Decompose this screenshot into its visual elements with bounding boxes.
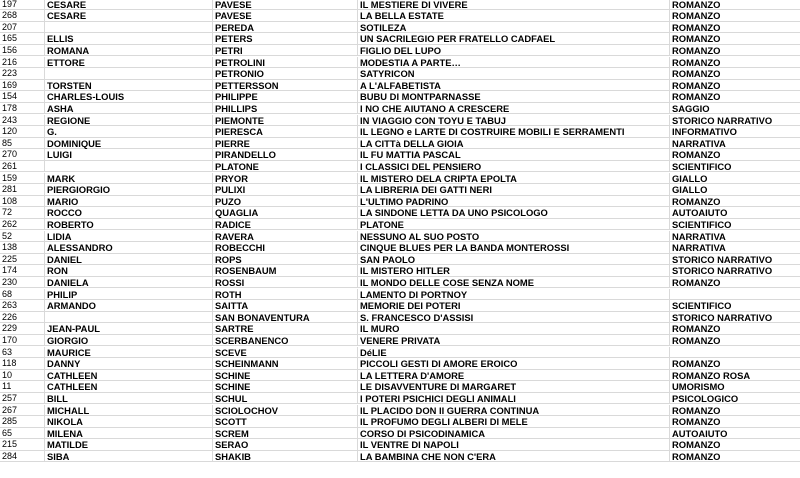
cell-last-name[interactable]: PUZO xyxy=(213,196,358,208)
table-row[interactable] xyxy=(0,312,800,324)
cell-genre[interactable]: ROMANZO xyxy=(672,91,721,103)
cell-genre[interactable]: ROMANZO xyxy=(672,195,721,207)
cell-title[interactable]: S. FRANCESCO D'ASSISI xyxy=(358,312,670,324)
cell-id[interactable]: 230 xyxy=(0,277,45,289)
cell-first-name[interactable]: ETTORE xyxy=(45,57,213,69)
cell-last-name[interactable]: SCHUL xyxy=(213,393,358,405)
table-row[interactable] xyxy=(0,207,800,219)
cell-id[interactable]: 169 xyxy=(0,80,45,92)
cell-id[interactable]: 72 xyxy=(0,207,45,219)
table-row[interactable] xyxy=(0,126,800,138)
cell-genre[interactable] xyxy=(670,289,800,301)
cell-id[interactable]: 174 xyxy=(0,265,45,277)
cell-genre[interactable]: ROMANZO xyxy=(672,68,721,80)
cell-id[interactable]: 138 xyxy=(0,242,45,254)
cell-first-name[interactable]: ROCCO xyxy=(45,207,213,219)
cell-last-name[interactable]: SCERBANENCO xyxy=(213,335,358,347)
cell-genre[interactable]: ROMANZO xyxy=(672,0,721,10)
cell-title[interactable]: CORSO DI PSICODINAMICA xyxy=(358,428,670,440)
cell-genre[interactable]: STORICO NARRATIVO xyxy=(672,114,773,126)
cell-id[interactable]: 267 xyxy=(0,405,45,417)
cell-first-name[interactable]: SIBA xyxy=(45,451,213,463)
cell-title[interactable]: MEMORIE DEI POTERI xyxy=(358,300,670,312)
cell-title[interactable]: BUBU DI MONTPARNASSE xyxy=(358,91,670,103)
cell-first-name[interactable]: LIDIA xyxy=(45,231,213,243)
table-row[interactable] xyxy=(0,405,800,417)
cell-title[interactable]: IL PLACIDO DON II GUERRA CONTINUA xyxy=(358,405,670,417)
cell-first-name[interactable]: MARIO xyxy=(45,196,213,208)
cell-first-name[interactable]: CATHLEEN xyxy=(45,370,213,382)
cell-id[interactable]: 108 xyxy=(0,196,45,208)
cell-id[interactable]: 120 xyxy=(0,126,45,138)
cell-last-name[interactable]: SCIOLOCHOV xyxy=(213,405,358,417)
cell-first-name[interactable]: ARMANDO xyxy=(45,300,213,312)
table-row[interactable] xyxy=(0,428,800,440)
cell-genre[interactable]: ROMANZO xyxy=(672,450,721,462)
table-row[interactable] xyxy=(0,184,800,196)
cell-first-name[interactable]: CHARLES-LOUIS xyxy=(45,91,213,103)
cell-first-name[interactable]: ASHA xyxy=(45,103,213,115)
table-row[interactable] xyxy=(0,45,800,57)
cell-last-name[interactable]: ROTH xyxy=(213,289,358,301)
cell-genre[interactable]: SAGGIO xyxy=(672,102,710,114)
cell-title[interactable]: LA LIBRERIA DEI GATTI NERI xyxy=(358,184,670,196)
cell-genre[interactable]: ROMANZO xyxy=(672,334,721,346)
cell-last-name[interactable]: PETROLINI xyxy=(213,57,358,69)
cell-last-name[interactable]: SCHEINMANN xyxy=(213,358,358,370)
table-row[interactable] xyxy=(0,161,800,173)
cell-title[interactable]: IN VIAGGIO CON TOYU E TABUJ xyxy=(358,115,670,127)
cell-title[interactable]: LAMENTO DI PORTNOY xyxy=(358,289,670,301)
cell-last-name[interactable]: SCHINE xyxy=(213,381,358,393)
table-row[interactable] xyxy=(0,138,800,150)
cell-last-name[interactable]: SARTRE xyxy=(213,323,358,335)
cell-id[interactable]: 85 xyxy=(0,138,45,150)
cell-title[interactable]: LA BELLA ESTATE xyxy=(358,10,670,22)
cell-first-name[interactable]: MICHALL xyxy=(45,405,213,417)
table-row[interactable] xyxy=(0,277,800,289)
cell-id[interactable]: 226 xyxy=(0,312,45,324)
cell-last-name[interactable]: PULIXI xyxy=(213,184,358,196)
cell-id[interactable]: 270 xyxy=(0,149,45,161)
cell-first-name[interactable]: MILENA xyxy=(45,428,213,440)
cell-genre[interactable]: ROMANZO xyxy=(672,79,721,91)
cell-first-name[interactable]: JEAN-PAUL xyxy=(45,323,213,335)
cell-last-name[interactable]: PIRANDELLO xyxy=(213,149,358,161)
cell-first-name[interactable]: TORSTEN xyxy=(45,80,213,92)
cell-title[interactable]: SAN PAOLO xyxy=(358,254,670,266)
table-row[interactable] xyxy=(0,242,800,254)
cell-genre[interactable]: ROMANZO ROSA xyxy=(672,369,751,381)
cell-first-name[interactable]: PIERGIORGIO xyxy=(45,184,213,196)
cell-genre[interactable]: STORICO NARRATIVO xyxy=(672,265,773,277)
cell-first-name[interactable] xyxy=(45,22,213,34)
cell-genre[interactable]: ROMANZO xyxy=(672,149,721,161)
cell-title[interactable]: A L'ALFABETISTA xyxy=(358,80,670,92)
table-row[interactable] xyxy=(0,451,800,463)
cell-genre[interactable]: ROMANZO xyxy=(672,33,721,45)
table-row[interactable] xyxy=(0,115,800,127)
cell-title[interactable]: PLATONE xyxy=(358,219,670,231)
cell-last-name[interactable]: PETERS xyxy=(213,33,358,45)
cell-first-name[interactable]: ELLIS xyxy=(45,33,213,45)
table-row[interactable] xyxy=(0,68,800,80)
cell-last-name[interactable]: ROPS xyxy=(213,254,358,266)
cell-id[interactable]: 216 xyxy=(0,57,45,69)
cell-genre[interactable]: ROMANZO xyxy=(672,56,721,68)
cell-genre[interactable]: ROMANZO xyxy=(672,358,721,370)
cell-id[interactable]: 284 xyxy=(0,451,45,463)
cell-last-name[interactable]: SCHINE xyxy=(213,370,358,382)
cell-title[interactable]: MODESTIA A PARTE… xyxy=(358,57,670,69)
cell-genre[interactable]: ROMANZO xyxy=(672,323,721,335)
cell-title[interactable]: PICCOLI GESTI DI AMORE EROICO xyxy=(358,358,670,370)
cell-id[interactable]: 118 xyxy=(0,358,45,370)
cell-title[interactable]: NESSUNO AL SUO POSTO xyxy=(358,231,670,243)
cell-id[interactable]: 11 xyxy=(0,381,45,393)
cell-title[interactable]: I CLASSICI DEL PENSIERO xyxy=(358,161,670,173)
cell-last-name[interactable]: SAITTA xyxy=(213,300,358,312)
cell-title[interactable]: IL MESTIERE DI VIVERE xyxy=(358,0,670,10)
cell-title[interactable]: SOTILEZA xyxy=(358,22,670,34)
table-row[interactable] xyxy=(0,393,800,405)
table-row[interactable] xyxy=(0,0,800,10)
cell-last-name[interactable]: SCEVE xyxy=(213,347,358,359)
cell-first-name[interactable]: MATILDE xyxy=(45,439,213,451)
cell-genre[interactable]: AUTOAIUTO xyxy=(672,207,728,219)
cell-first-name[interactable]: DANNY xyxy=(45,358,213,370)
cell-title[interactable]: IL PROFUMO DEGLI ALBERI DI MELE xyxy=(358,416,670,428)
cell-first-name[interactable]: MAURICE xyxy=(45,347,213,359)
cell-last-name[interactable]: PAVESE xyxy=(213,10,358,22)
cell-id[interactable]: 207 xyxy=(0,22,45,34)
cell-genre[interactable]: UMORISMO xyxy=(672,381,725,393)
cell-title[interactable]: LA CITTà DELLA GIOIA xyxy=(358,138,670,150)
cell-first-name[interactable]: CESARE xyxy=(45,10,213,22)
cell-genre[interactable]: SCIENTIFICO xyxy=(672,218,732,230)
cell-id[interactable]: 156 xyxy=(0,45,45,57)
cell-id[interactable]: 262 xyxy=(0,219,45,231)
cell-id[interactable]: 215 xyxy=(0,439,45,451)
cell-last-name[interactable]: SCREM xyxy=(213,428,358,440)
cell-first-name[interactable]: BILL xyxy=(45,393,213,405)
table-row[interactable] xyxy=(0,439,800,451)
cell-id[interactable]: 68 xyxy=(0,289,45,301)
cell-id[interactable]: 229 xyxy=(0,323,45,335)
table-row[interactable] xyxy=(0,300,800,312)
cell-id[interactable]: 223 xyxy=(0,68,45,80)
table-row[interactable] xyxy=(0,103,800,115)
cell-first-name[interactable]: PHILIP xyxy=(45,289,213,301)
cell-title[interactable]: L'ULTIMO PADRINO xyxy=(358,196,670,208)
cell-genre[interactable]: ROMANZO xyxy=(672,404,721,416)
cell-id[interactable]: 178 xyxy=(0,103,45,115)
cell-last-name[interactable]: SERAO xyxy=(213,439,358,451)
cell-genre[interactable]: NARRATIVA xyxy=(672,242,726,254)
cell-genre[interactable]: GIALLO xyxy=(672,172,708,184)
cell-title[interactable]: UN SACRILEGIO PER FRATELLO CADFAEL xyxy=(358,33,670,45)
cell-genre[interactable]: ROMANZO xyxy=(672,276,721,288)
cell-first-name[interactable]: GIORGIO xyxy=(45,335,213,347)
cell-id[interactable]: 154 xyxy=(0,91,45,103)
cell-last-name[interactable]: PEREDA xyxy=(213,22,358,34)
cell-last-name[interactable]: ROBECCHI xyxy=(213,242,358,254)
cell-genre[interactable]: ROMANZO xyxy=(672,21,721,33)
cell-id[interactable]: 261 xyxy=(0,161,45,173)
cell-title[interactable]: CINQUE BLUES PER LA BANDA MONTEROSSI xyxy=(358,242,670,254)
cell-first-name[interactable]: CESARE xyxy=(45,0,213,10)
cell-last-name[interactable]: SHAKIB xyxy=(213,451,358,463)
cell-genre[interactable]: AUTOAIUTO xyxy=(672,427,728,439)
cell-first-name[interactable]: NIKOLA xyxy=(45,416,213,428)
cell-title[interactable]: IL FU MATTIA PASCAL xyxy=(358,149,670,161)
cell-genre[interactable]: NARRATIVA xyxy=(672,137,726,149)
cell-genre[interactable]: ROMANZO xyxy=(672,439,721,451)
cell-title[interactable]: IL MISTERO DELA CRIPTA EPOLTA xyxy=(358,173,670,185)
table-row[interactable] xyxy=(0,219,800,231)
cell-first-name[interactable]: DANIEL xyxy=(45,254,213,266)
cell-genre[interactable]: INFORMATIVO xyxy=(672,126,737,138)
cell-first-name[interactable]: ROBERTO xyxy=(45,219,213,231)
cell-id[interactable]: 10 xyxy=(0,370,45,382)
cell-id[interactable]: 165 xyxy=(0,33,45,45)
cell-last-name[interactable]: PLATONE xyxy=(213,161,358,173)
cell-genre[interactable]: SCIENTIFICO xyxy=(672,160,732,172)
table-row[interactable] xyxy=(0,231,800,243)
cell-title[interactable]: IL VENTRE DI NAPOLI xyxy=(358,439,670,451)
cell-first-name[interactable]: CATHLEEN xyxy=(45,381,213,393)
cell-id[interactable]: 225 xyxy=(0,254,45,266)
table-row[interactable] xyxy=(0,370,800,382)
cell-first-name[interactable]: REGIONE xyxy=(45,115,213,127)
table-row[interactable] xyxy=(0,22,800,34)
cell-genre[interactable]: NARRATIVA xyxy=(672,230,726,242)
cell-last-name[interactable]: PHILIPPE xyxy=(213,91,358,103)
cell-title[interactable]: LA SINDONE LETTA DA UNO PSICOLOGO xyxy=(358,207,670,219)
cell-last-name[interactable]: SCOTT xyxy=(213,416,358,428)
cell-last-name[interactable]: PETTERSSON xyxy=(213,80,358,92)
cell-last-name[interactable]: RADICE xyxy=(213,219,358,231)
cell-title[interactable]: SATYRICON xyxy=(358,68,670,80)
cell-id[interactable]: 63 xyxy=(0,347,45,359)
cell-genre[interactable]: STORICO NARRATIVO xyxy=(672,311,773,323)
cell-id[interactable]: 159 xyxy=(0,173,45,185)
table-row[interactable] xyxy=(0,335,800,347)
cell-id[interactable]: 257 xyxy=(0,393,45,405)
cell-genre[interactable]: ROMANZO xyxy=(672,44,721,56)
table-row[interactable] xyxy=(0,416,800,428)
cell-last-name[interactable]: PIERESCA xyxy=(213,126,358,138)
cell-genre[interactable]: SCIENTIFICO xyxy=(672,300,732,312)
cell-title[interactable]: IL MONDO DELLE COSE SENZA NOME xyxy=(358,277,670,289)
cell-id[interactable]: 281 xyxy=(0,184,45,196)
cell-title[interactable]: LA LETTERA D'AMORE xyxy=(358,370,670,382)
table-row[interactable] xyxy=(0,57,800,69)
cell-last-name[interactable]: PIERRE xyxy=(213,138,358,150)
cell-first-name[interactable]: ALESSANDRO xyxy=(45,242,213,254)
cell-last-name[interactable]: ROSENBAUM xyxy=(213,265,358,277)
cell-first-name[interactable] xyxy=(45,161,213,173)
cell-last-name[interactable]: PIEMONTE xyxy=(213,115,358,127)
cell-last-name[interactable]: PAVESE xyxy=(213,0,358,10)
table-row[interactable] xyxy=(0,173,800,185)
cell-id[interactable]: 52 xyxy=(0,231,45,243)
table-row[interactable] xyxy=(0,323,800,335)
cell-title[interactable]: LE DISAVVENTURE DI MARGARET xyxy=(358,381,670,393)
cell-title[interactable]: VENERE PRIVATA xyxy=(358,335,670,347)
cell-genre[interactable] xyxy=(670,347,800,359)
cell-title[interactable]: LA BAMBINA CHE NON C'ERA xyxy=(358,451,670,463)
table-row[interactable] xyxy=(0,289,800,301)
cell-genre[interactable]: ROMANZO xyxy=(672,416,721,428)
cell-first-name[interactable] xyxy=(45,68,213,80)
cell-title[interactable]: IL MISTERO HITLER xyxy=(358,265,670,277)
cell-id[interactable]: 65 xyxy=(0,428,45,440)
table-row[interactable] xyxy=(0,80,800,92)
cell-first-name[interactable]: DOMINIQUE xyxy=(45,138,213,150)
cell-last-name[interactable]: PHILLIPS xyxy=(213,103,358,115)
cell-title[interactable]: IL MURO xyxy=(358,323,670,335)
cell-first-name[interactable]: MARK xyxy=(45,173,213,185)
cell-first-name[interactable]: ROMANA xyxy=(45,45,213,57)
cell-last-name[interactable]: ROSSI xyxy=(213,277,358,289)
cell-first-name[interactable]: DANIELA xyxy=(45,277,213,289)
table-row[interactable] xyxy=(0,10,800,22)
cell-last-name[interactable]: PRYOR xyxy=(213,173,358,185)
cell-id[interactable]: 243 xyxy=(0,115,45,127)
cell-title[interactable]: FIGLIO DEL LUPO xyxy=(358,45,670,57)
cell-title[interactable]: DéLIE xyxy=(358,347,670,359)
table-row[interactable] xyxy=(0,254,800,266)
cell-id[interactable]: 170 xyxy=(0,335,45,347)
cell-title[interactable]: IL LEGNO e LARTE DI COSTRUIRE MOBILI E SERRAMENTI xyxy=(358,126,670,138)
table-row[interactable] xyxy=(0,265,800,277)
cell-last-name[interactable]: SAN BONAVENTURA xyxy=(213,312,358,324)
table-row[interactable] xyxy=(0,381,800,393)
cell-title[interactable]: I POTERI PSICHICI DEGLI ANIMALI xyxy=(358,393,670,405)
cell-genre[interactable]: PSICOLOGICO xyxy=(672,392,739,404)
table-row[interactable] xyxy=(0,33,800,45)
cell-last-name[interactable]: QUAGLIA xyxy=(213,207,358,219)
cell-genre[interactable]: ROMANZO xyxy=(672,10,721,22)
cell-id[interactable]: 285 xyxy=(0,416,45,428)
cell-last-name[interactable]: PETRONIO xyxy=(213,68,358,80)
cell-title[interactable]: I NO CHE AIUTANO A CRESCERE xyxy=(358,103,670,115)
cell-last-name[interactable]: RAVERA xyxy=(213,231,358,243)
cell-first-name[interactable]: RON xyxy=(45,265,213,277)
table-row[interactable] xyxy=(0,347,800,359)
cell-id[interactable]: 263 xyxy=(0,300,45,312)
table-row[interactable] xyxy=(0,358,800,370)
cell-last-name[interactable]: PETRI xyxy=(213,45,358,57)
cell-genre[interactable]: GIALLO xyxy=(672,184,708,196)
cell-id[interactable]: 268 xyxy=(0,10,45,22)
table-row[interactable] xyxy=(0,91,800,103)
cell-first-name[interactable]: LUIGI xyxy=(45,149,213,161)
cell-id[interactable]: 197 xyxy=(0,0,45,10)
cell-first-name[interactable]: G. xyxy=(45,126,213,138)
table-row[interactable] xyxy=(0,196,800,208)
cell-genre[interactable]: STORICO NARRATIVO xyxy=(672,253,773,265)
cell-first-name[interactable] xyxy=(45,312,213,324)
table-row[interactable] xyxy=(0,149,800,161)
